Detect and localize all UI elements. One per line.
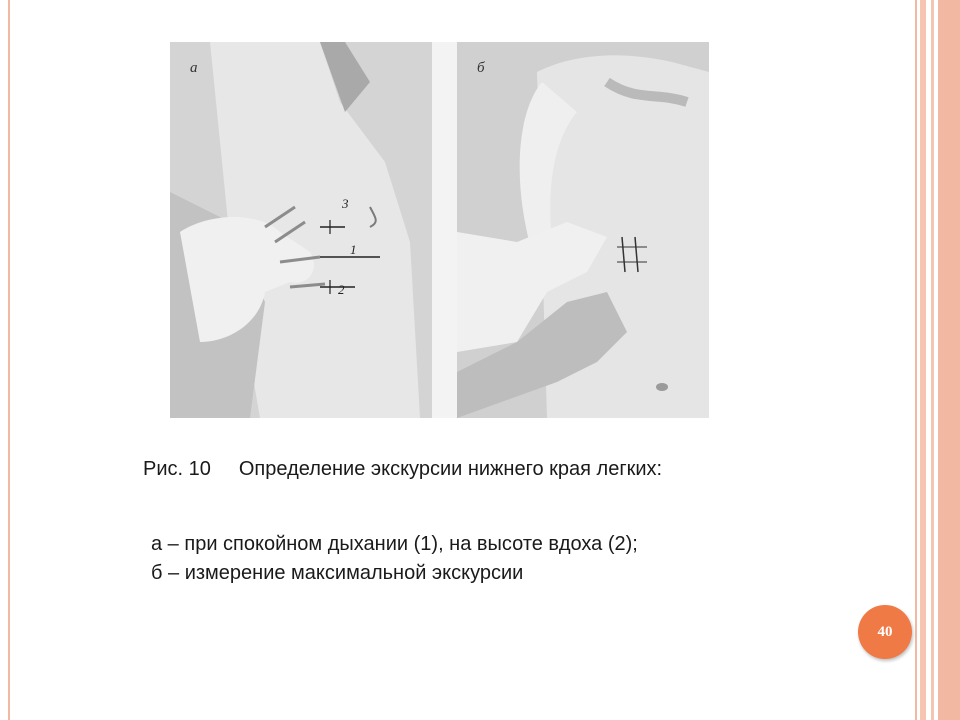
panel-b-label: б [477,60,485,76]
figure-number: Рис. 10 [143,458,211,480]
legend-line-a: а – при спокойном дыхании (1), на высоте вдоха (2); [151,533,638,555]
mark-1: 1 [350,242,357,257]
photo-panel-b [457,42,709,418]
figure-photo [170,42,709,418]
legend-line-b: б – измерение максимальной экскурсии [151,562,524,584]
mark-2: 2 [338,282,345,297]
page-number-badge: 40 [858,605,912,659]
photo-panel-a [170,42,432,418]
panel-a-label: а [190,60,198,76]
figure-title: Определение экскурсии нижнего края легких: [238,458,663,480]
figure-caption [143,458,662,481]
figure-legend [151,530,638,588]
mark-3: 3 [342,196,349,211]
